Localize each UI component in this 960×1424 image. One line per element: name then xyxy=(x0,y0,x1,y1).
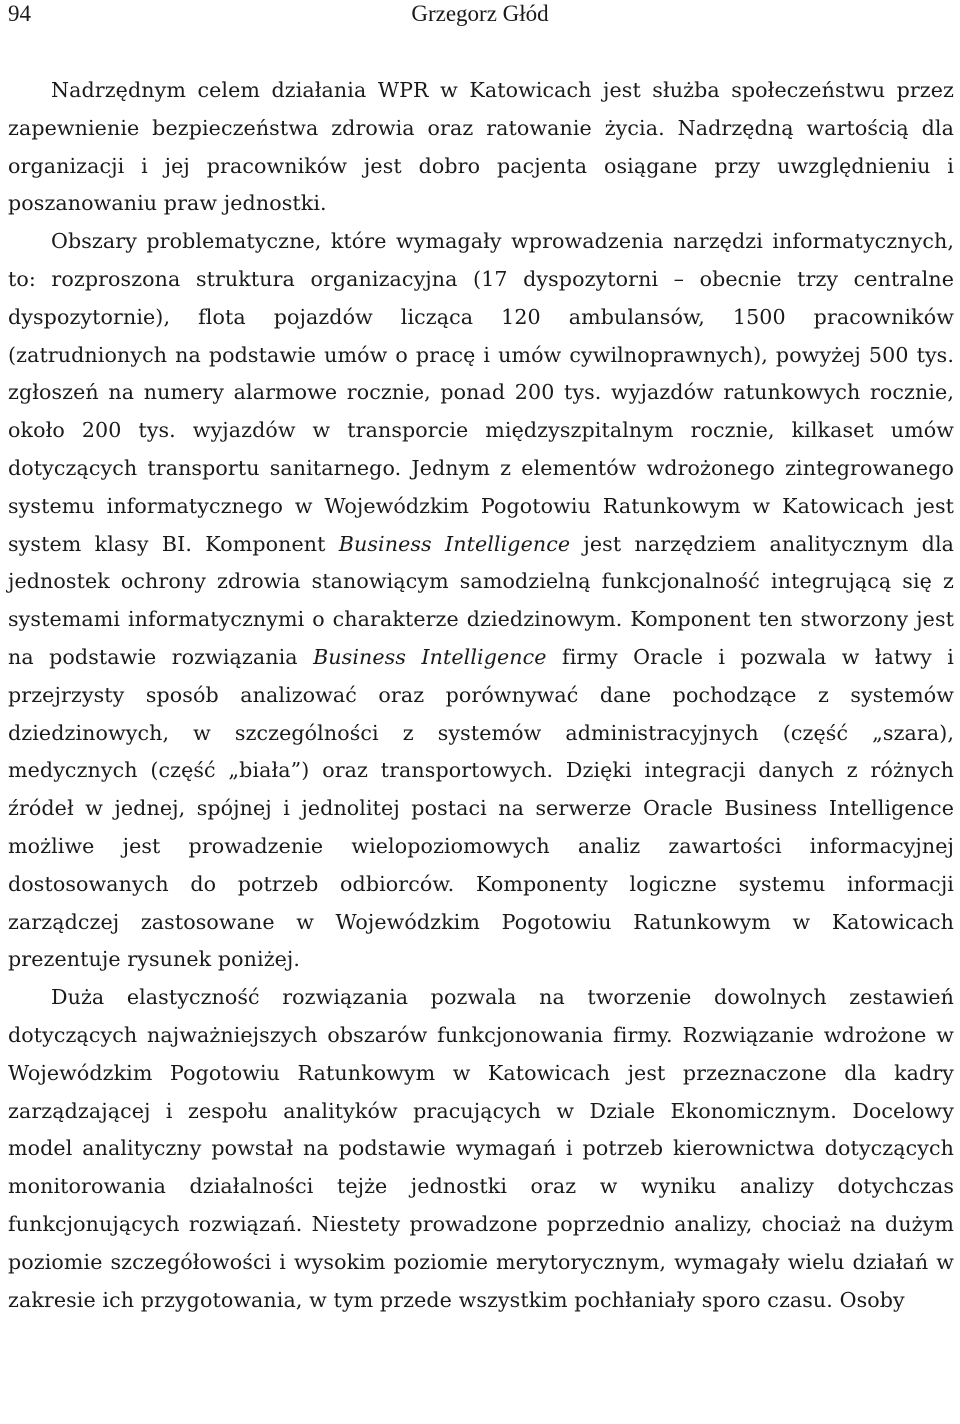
running-head-author: Grzegorz Głód xyxy=(411,1,549,26)
text-run: jest narzędziem analitycznym dla jednostek ochrony zdrowia stanowiącym samodzielną funkcjonalność integrującą się z systemami informatycznymi o charakterze dziedzinowym. Komponent ten stworzony jest na podstawie rozwiązania xyxy=(8,531,955,669)
text-run: firmy Oracle i pozwala w łatwy i przejrzysty sposób analizować oraz porównywać dane pochodzące z systemów dziedzinowych, w szczególności z systemów administracyjnych (część „szara), medycznych (część „biała”) oraz transportowych. Dzięki integracji danych z różnych źródeł w jednej, spójnej i jednolitej postaci na serwerze Oracle Business Intelligence możliwe jest prowadzenie wielopoziomowych analiz zawartości informacyjnej dostosowanych do potrzeb odbiorców. Komponenty logiczne systemu informacji zarządczej zastosowane w Wojewódzkim Pogotowiu Ratunkowym w Katowicach prezentuje rysunek poniżej. xyxy=(8,644,954,972)
text-run: Duża elastyczność rozwiązania pozwala na tworzenie dowolnych zestawień dotyczących najważniejszych obszarów funkcjonowania firmy. Rozwiązanie wdrożone w Wojewódzkim Pogotowiu Ratunkowym w Katowicach jest przeznaczone dla kadry zarządzającej i zespołu analityków pracujących w Dziale Ekonomicznym. Docelowy model analityczny powstał na podstawie wymagań i potrzeb kierownictwa dotyczących monitorowania działalności tejże jednostki oraz w wyniku analizy dotychczas funkcjonujących rozwiązań. Niestety prowadzone poprzednio analizy, chociaż na dużym poziomie szczegółowości i wysokim poziomie merytorycznym, wymagały wielu działań w zakresie ich przygotowania, w tym przede wszystkim pochłaniały sporo czasu. Osoby xyxy=(8,985,954,1312)
text-run: Obszary problematyczne, które wymagały wprowadzenia narzędzi informatycznych, to: rozproszona struktura organizacyjna (17 dyspozytorni – obecnie trzy centralne dyspozytornie), flota pojazdów licząca 120 ambulansów, 1500 pracowników (zatrudnionych na podstawie umów o pracę i umów cywilnoprawnych), powyżej 500 tys. zgłoszeń na numery alarmowe rocznie, ponad 200 tys. wyjazdów ratunkowych rocznie, około 200 tys. wyjazdów w transporcie międzyszpitalnym rocznie, kilkaset umów dotyczących transportu sanitarnego. Jednym z elementów wdrożonego zintegrowanego systemu informatycznego w Wojewódzkim Pogotowiu Ratunkowym w Katowicach jest system klasy BI. Komponent xyxy=(8,229,954,556)
text-run: Nadrzędnym celem działania WPR w Katowicach jest służba społeczeństwu przez zapewnienie bezpieczeństwa zdrowia oraz ratowanie życia. Nadrzędną wartością dla organizacji i jej pracowników jest dobro pacjenta osiągane przy uwzględnieniu i poszanowaniu praw jednostki. xyxy=(8,78,954,216)
paragraph xyxy=(8,223,954,979)
body-text xyxy=(8,72,954,1319)
italic-term: Business Intelligence xyxy=(338,531,571,556)
page-header xyxy=(8,0,952,28)
italic-term: Business Intelligence xyxy=(313,644,547,669)
page-number: 94 xyxy=(8,1,31,26)
paragraph xyxy=(8,72,954,223)
paragraph xyxy=(8,979,954,1319)
